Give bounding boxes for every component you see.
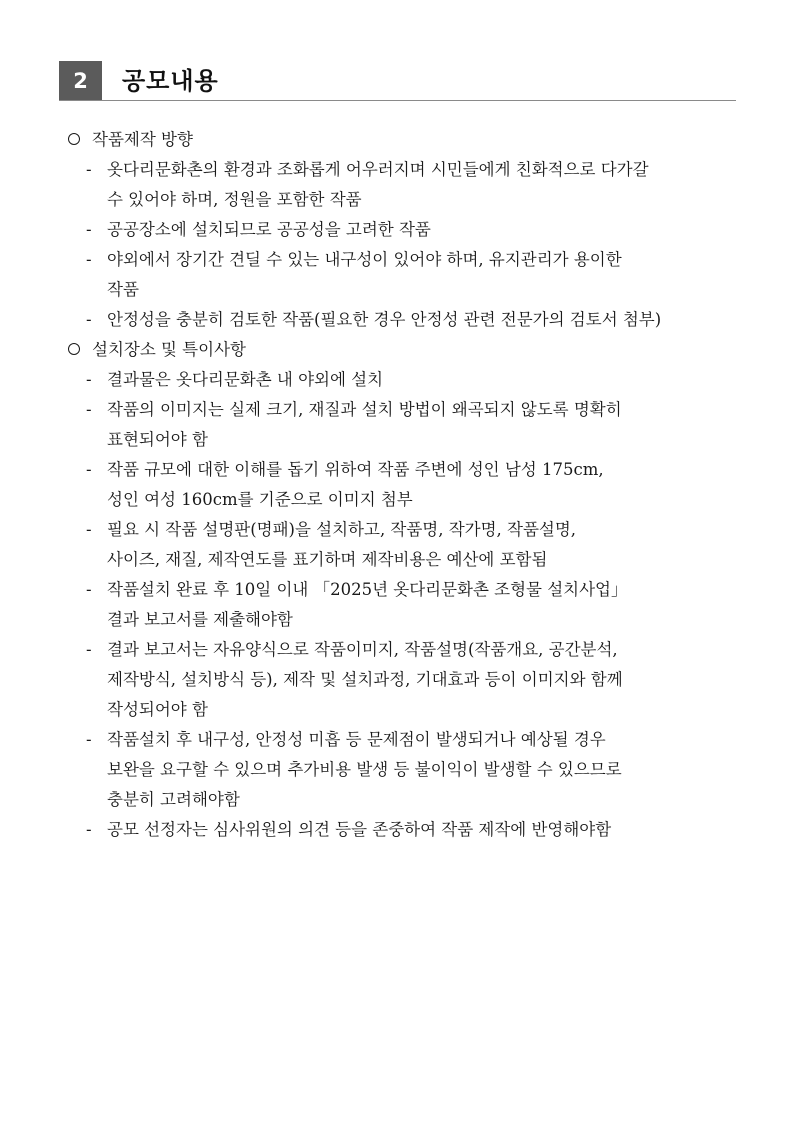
dash-bullet-icon: - xyxy=(86,160,92,179)
list-item xyxy=(66,365,746,395)
list-item-text-line: 결과 보고서를 제출해야함 xyxy=(107,610,293,629)
dash-bullet-icon: - xyxy=(86,730,92,749)
dash-bullet-icon: - xyxy=(86,460,92,479)
list-item-text-line: 작품 xyxy=(107,280,139,299)
section-divider xyxy=(59,100,736,101)
list-item-text-line: 사이즈, 재질, 제작연도를 표기하며 제작비용은 예산에 포함됨 xyxy=(107,550,548,569)
list-item-text-line: 성인 여성 160cm를 기준으로 이미지 첨부 xyxy=(107,490,413,509)
list-item-text-line: 결과 보고서는 자유양식으로 작품이미지, 작품설명(작품개요, 공간분석, xyxy=(107,640,618,659)
dash-bullet-icon: - xyxy=(86,370,92,389)
content-group xyxy=(66,125,746,335)
dash-bullet-icon: - xyxy=(86,580,92,599)
list-item-text-line: 결과물은 옷다리문화촌 내 야외에 설치 xyxy=(107,370,384,389)
list-item-text-line: 야외에서 장기간 견딜 수 있는 내구성이 있어야 하며, 유지관리가 용이한 xyxy=(107,250,622,269)
list-item-text-line: 안정성을 충분히 검토한 작품(필요한 경우 안정성 관련 전문가의 검토서 첨부) xyxy=(107,310,662,329)
list-item-text-line: 옷다리문화촌의 환경과 조화롭게 어우러지며 시민들에게 친화적으로 다가갈 xyxy=(107,160,649,179)
dash-bullet-icon: - xyxy=(86,640,92,659)
group-heading xyxy=(66,335,746,365)
section-number-badge: 2 xyxy=(59,61,102,101)
dash-bullet-icon: - xyxy=(86,400,92,419)
list-item-text-line: 보완을 요구할 수 있으며 추가비용 발생 등 불이익이 발생할 수 있으므로 xyxy=(107,760,622,779)
list-item xyxy=(66,575,746,635)
group-heading-text: 설치장소 및 특이사항 xyxy=(92,340,246,359)
list-item xyxy=(66,725,746,815)
dash-bullet-icon: - xyxy=(86,820,92,839)
dash-bullet-icon: - xyxy=(86,520,92,539)
list-item xyxy=(66,635,746,725)
list-item xyxy=(66,815,746,845)
section-title: 공모내용 xyxy=(122,67,219,95)
list-item-text-line: 충분히 고려해야함 xyxy=(107,790,240,809)
list-item xyxy=(66,155,746,215)
group-heading xyxy=(66,125,746,155)
list-item-text-line: 작품 규모에 대한 이해를 돕기 위하여 작품 주변에 성인 남성 175cm, xyxy=(107,460,604,479)
list-item-text-line: 제작방식, 설치방식 등), 제작 및 설치과정, 기대효과 등이 이미지와 함께 xyxy=(107,670,623,689)
document-body xyxy=(66,125,746,845)
list-item xyxy=(66,245,746,305)
list-item-text-line: 작품의 이미지는 실제 크기, 재질과 설치 방법이 왜곡되지 않도록 명확히 xyxy=(107,400,622,419)
list-item-text-line: 공공장소에 설치되므로 공공성을 고려한 작품 xyxy=(107,220,431,239)
list-item xyxy=(66,305,746,335)
list-item xyxy=(66,395,746,455)
dash-bullet-icon: - xyxy=(86,310,92,329)
list-item-text-line: 수 있어야 하며, 정원을 포함한 작품 xyxy=(107,190,362,209)
list-item xyxy=(66,515,746,575)
circle-bullet-icon xyxy=(68,133,80,145)
dash-bullet-icon: - xyxy=(86,250,92,269)
list-item-text-line: 표현되어야 함 xyxy=(107,430,208,449)
list-item xyxy=(66,215,746,245)
list-item-text-line: 필요 시 작품 설명판(명패)을 설치하고, 작품명, 작가명, 작품설명, xyxy=(107,520,577,539)
list-item-text-line: 공모 선정자는 심사위원의 의견 등을 존중하여 작품 제작에 반영해야함 xyxy=(107,820,612,839)
section-header xyxy=(59,61,736,101)
content-group xyxy=(66,335,746,845)
group-heading-text: 작품제작 방향 xyxy=(92,130,193,149)
list-item-text-line: 작성되어야 함 xyxy=(107,700,208,719)
circle-bullet-icon xyxy=(68,343,80,355)
list-item xyxy=(66,455,746,515)
dash-bullet-icon: - xyxy=(86,220,92,239)
list-item-text-line: 작품설치 완료 후 10일 이내 「2025년 옷다리문화촌 조형물 설치사업」 xyxy=(107,580,628,599)
list-item-text-line: 작품설치 후 내구성, 안정성 미흡 등 문제점이 발생되거나 예상될 경우 xyxy=(107,730,606,749)
